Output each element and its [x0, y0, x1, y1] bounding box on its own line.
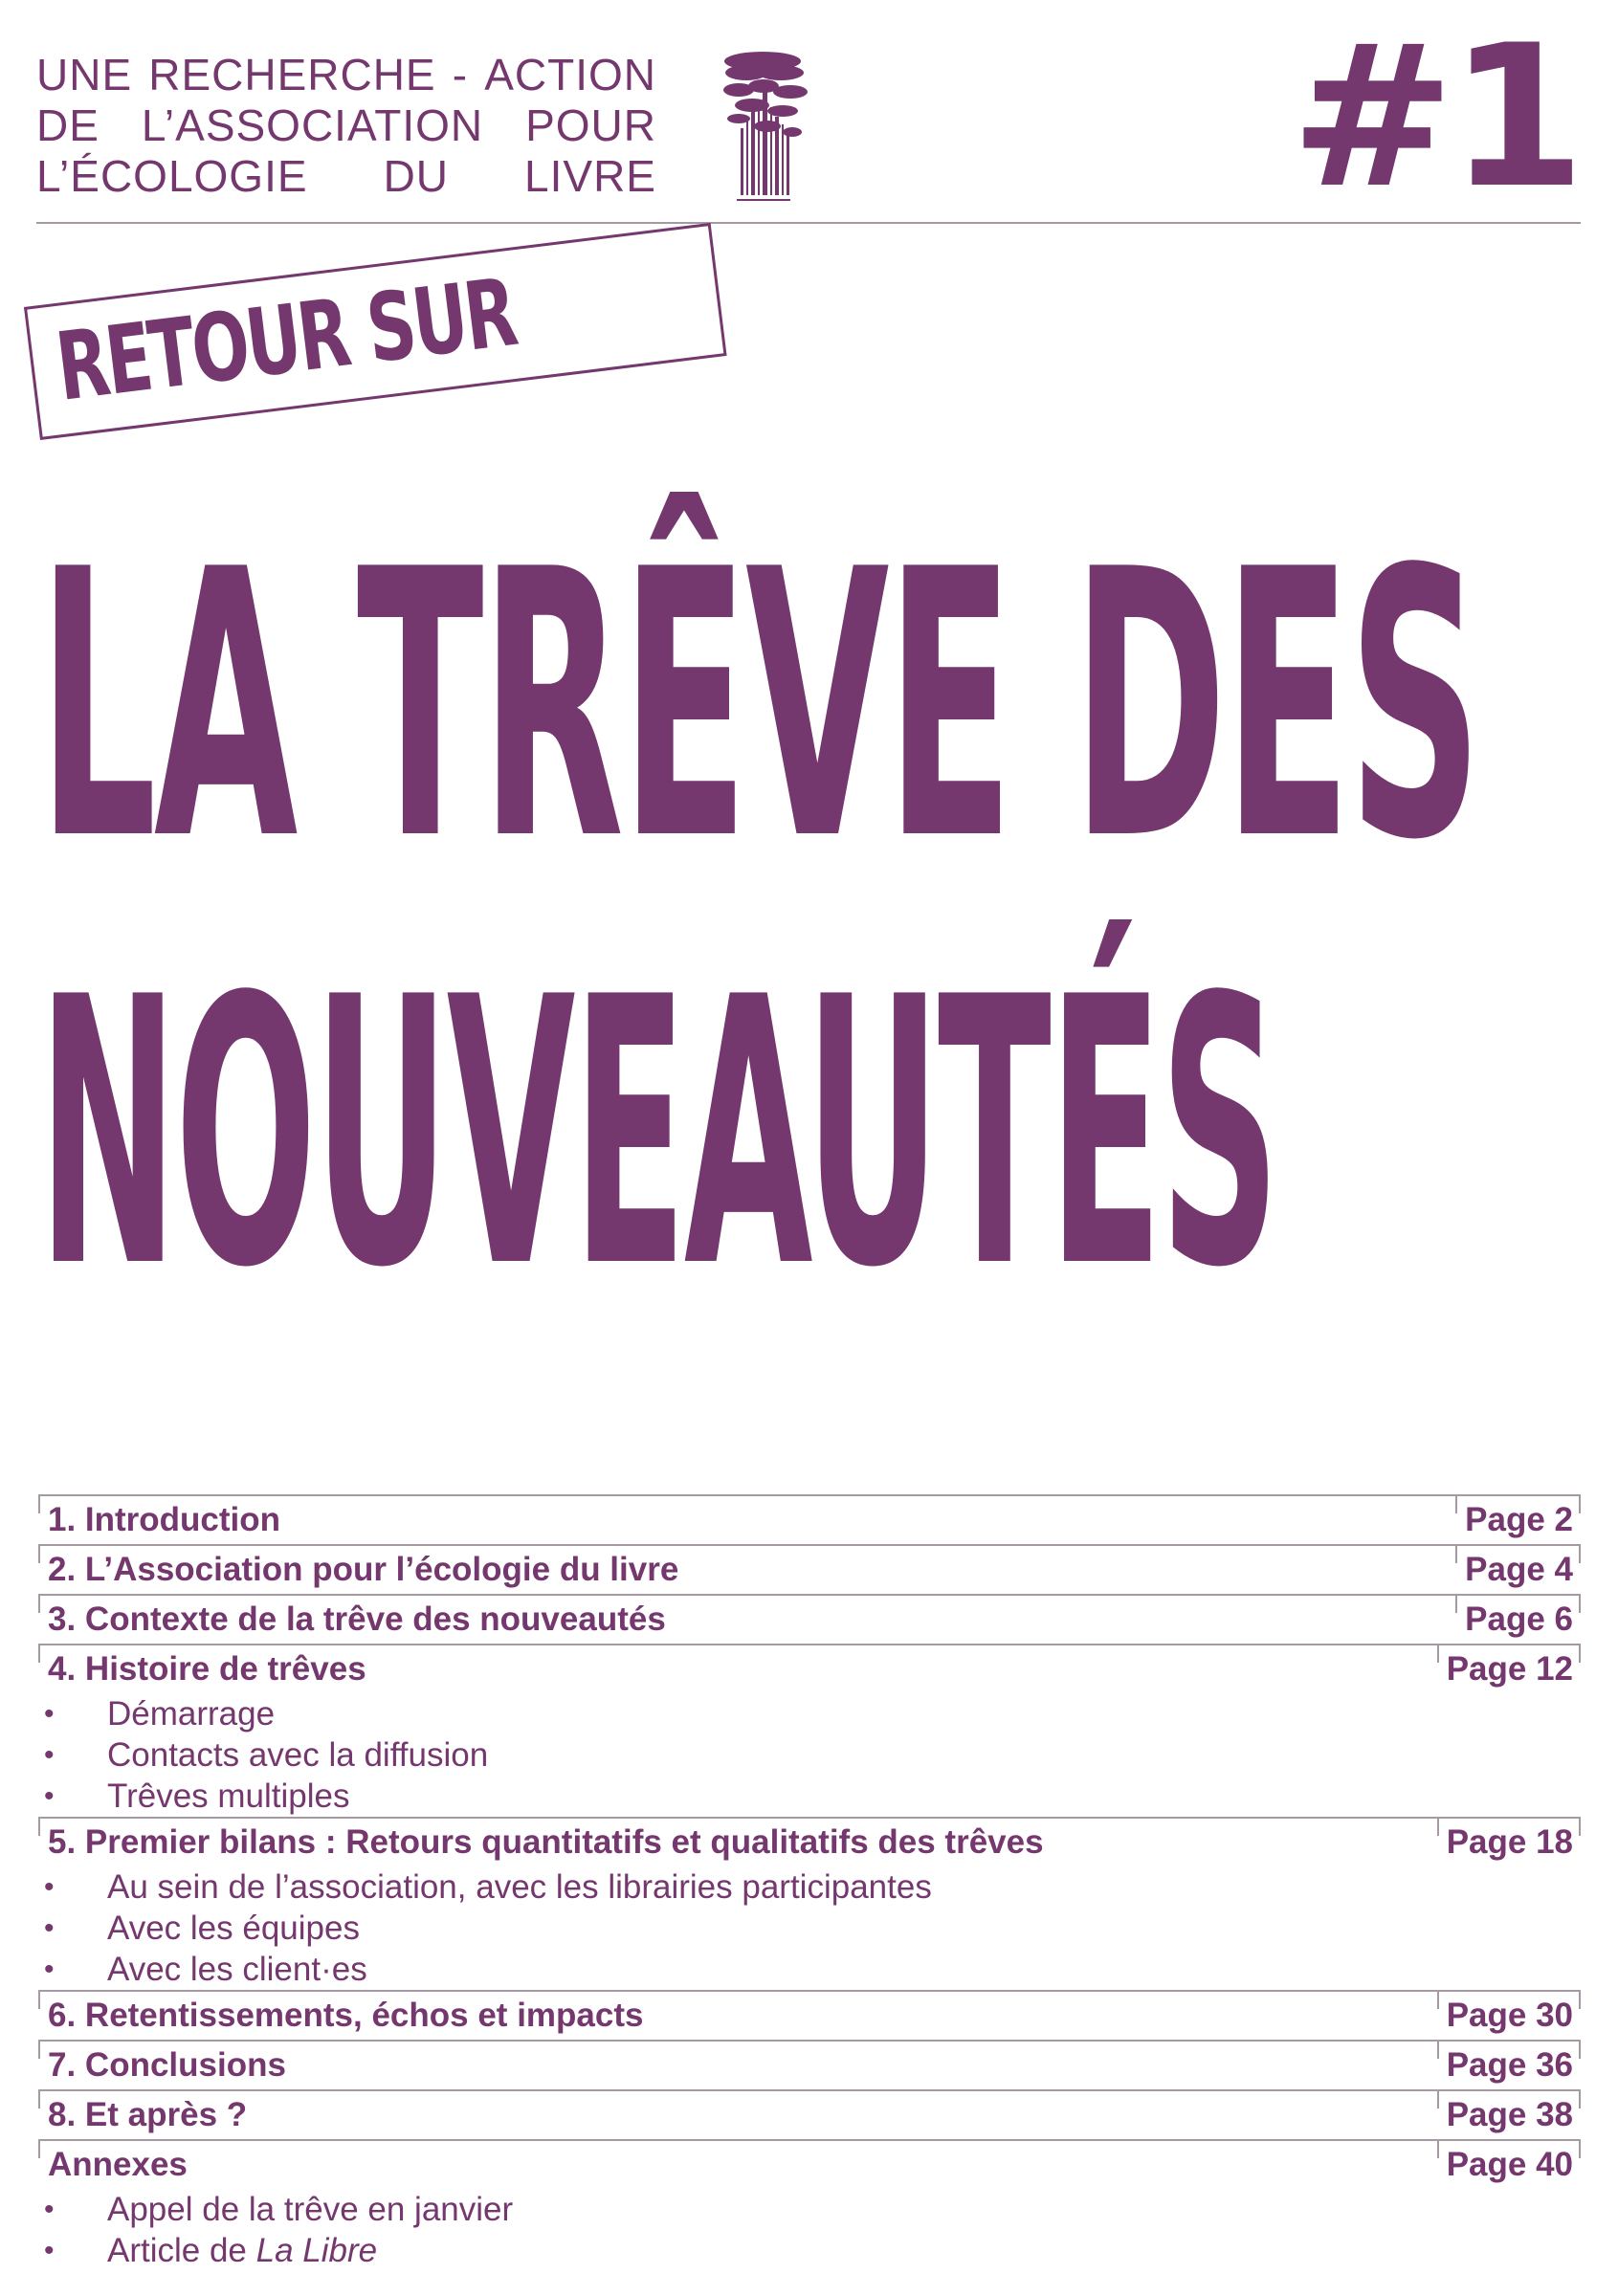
toc-page-number: Page 18	[1437, 1819, 1573, 1866]
toc-title: Annexes	[48, 2146, 188, 2183]
toc-title: 4. Histoire de trêves	[48, 1650, 366, 1688]
tree-barcode-logo-icon	[710, 44, 815, 207]
toc-page-number: Page 40	[1437, 2141, 1573, 2189]
toc-entry[interactable]	[38, 1644, 1581, 1817]
toc-subitem-label	[107, 1693, 275, 1734]
bullet-icon: •	[44, 2235, 55, 2266]
tagline-word: DU	[383, 151, 450, 201]
tagline-line-2	[36, 100, 656, 151]
bullet-icon: •	[44, 1698, 55, 1730]
toc-page-number: Page 6	[1455, 1596, 1573, 1644]
toc-title: 3. Contexte de la trêve des nouveautés	[48, 1601, 666, 1638]
toc-entry[interactable]	[38, 1594, 1581, 1644]
toc-subitem[interactable]	[38, 1866, 1581, 1908]
association-tagline	[36, 50, 656, 202]
main-title-text-1: LA TRÊVE DES	[38, 492, 1480, 920]
toc-subitem-label	[107, 2230, 377, 2271]
toc-row[interactable]	[38, 1496, 1581, 1544]
toc-row[interactable]	[38, 1819, 1581, 1866]
toc-page-number: Page 38	[1437, 2091, 1573, 2139]
toc-row[interactable]	[38, 1645, 1581, 1693]
toc-subitem[interactable]	[38, 1776, 1581, 1817]
toc-row[interactable]	[38, 2042, 1581, 2089]
bullet-icon: •	[44, 1871, 55, 1903]
toc-entry[interactable]	[38, 2040, 1581, 2089]
main-title-text-2: NOUVEAUTÉS	[38, 919, 1277, 1348]
bullet-icon: •	[44, 1912, 55, 1944]
toc-subitem-label	[107, 1908, 360, 1949]
tagline-word: L’ÉCOLOGIE	[36, 151, 308, 201]
tagline-word: POUR	[525, 100, 656, 150]
title-stamp-box	[24, 223, 727, 440]
main-title-line-2	[38, 919, 1581, 1348]
toc-subitem[interactable]	[38, 1949, 1581, 1990]
toc-row[interactable]	[38, 1596, 1581, 1644]
toc-subitem[interactable]	[38, 2230, 1581, 2271]
toc-subitem-label	[107, 1949, 367, 1990]
tagline-word: ACTION	[484, 50, 656, 99]
tagline-word: L’ASSOCIATION	[141, 100, 484, 150]
toc-entry[interactable]	[38, 1990, 1581, 2040]
toc-subitem-label	[107, 1866, 932, 1908]
title-stamp-text: RETOUR SUR	[51, 258, 521, 423]
toc-entry[interactable]	[38, 1544, 1581, 1594]
toc-title: 2. L’Association pour l’écologie du livre	[48, 1551, 679, 1588]
tagline-line-1	[36, 50, 656, 100]
toc-page-number: Page 4	[1455, 1546, 1573, 1594]
toc-subitem-label	[107, 2189, 513, 2230]
toc-entry[interactable]	[38, 2139, 1581, 2271]
toc-subitem-label	[107, 1776, 350, 1817]
table-of-contents	[38, 1494, 1581, 2271]
toc-subitem-text: Trêves multiples	[107, 1777, 350, 1815]
tagline-word: LIVRE	[524, 151, 656, 201]
tagline-word: DE	[36, 100, 100, 150]
toc-subitem-text: Appel de la trêve en janvier	[107, 2191, 514, 2228]
toc-subitem-text: Démarrage	[107, 1695, 276, 1733]
toc-entry[interactable]	[38, 2089, 1581, 2139]
main-title-line-1	[38, 492, 1581, 920]
annex-article-source: La Libre	[255, 2232, 378, 2269]
tagline-word: -	[452, 50, 469, 99]
toc-subitem-text: Article de	[107, 2232, 247, 2269]
toc-title: 8. Et après ?	[48, 2096, 248, 2133]
toc-subitem-text: Contacts avec la diffusion	[107, 1736, 489, 1774]
toc-subitem-text: Au sein de l’association, avec les librairies participantes	[107, 1868, 932, 1906]
toc-entry[interactable]	[38, 1494, 1581, 1544]
bullet-icon: •	[44, 1954, 55, 1985]
toc-row[interactable]	[38, 1992, 1581, 2040]
toc-title: 6. Retentissements, échos et impacts	[48, 1997, 644, 2034]
bullet-icon: •	[44, 1780, 55, 1812]
toc-subitem[interactable]	[38, 1734, 1581, 1776]
toc-subitem[interactable]	[38, 2189, 1581, 2230]
toc-page-number: Page 30	[1437, 1992, 1573, 2040]
toc-subitem[interactable]	[38, 1908, 1581, 1949]
header-divider	[36, 222, 1581, 224]
tagline-word: UNE	[36, 50, 133, 99]
toc-subitem-label	[107, 1734, 488, 1776]
toc-subitem-text: Avec les équipes	[107, 1910, 360, 1947]
toc-row[interactable]	[38, 2091, 1581, 2139]
toc-subitem[interactable]	[38, 1693, 1581, 1734]
toc-row[interactable]	[38, 2141, 1581, 2189]
toc-page-number: Page 36	[1437, 2042, 1573, 2089]
toc-subitem-text: Avec les client·es	[107, 1951, 367, 1988]
tagline-line-3	[36, 151, 656, 202]
toc-entry[interactable]	[38, 1817, 1581, 1990]
toc-row[interactable]	[38, 1546, 1581, 1594]
bullet-icon: •	[44, 2194, 55, 2225]
issue-number: #1	[1290, 4, 1580, 232]
tagline-word: RECHERCHE	[148, 50, 436, 99]
toc-title: 5. Premier bilans : Retours quantitatifs et qualitatifs des trêves	[48, 1823, 1044, 1861]
toc-title: 1. Introduction	[48, 1501, 281, 1538]
toc-page-number: Page 12	[1437, 1645, 1573, 1693]
toc-page-number: Page 2	[1455, 1496, 1573, 1544]
bullet-icon: •	[44, 1739, 55, 1771]
toc-title: 7. Conclusions	[48, 2046, 286, 2084]
